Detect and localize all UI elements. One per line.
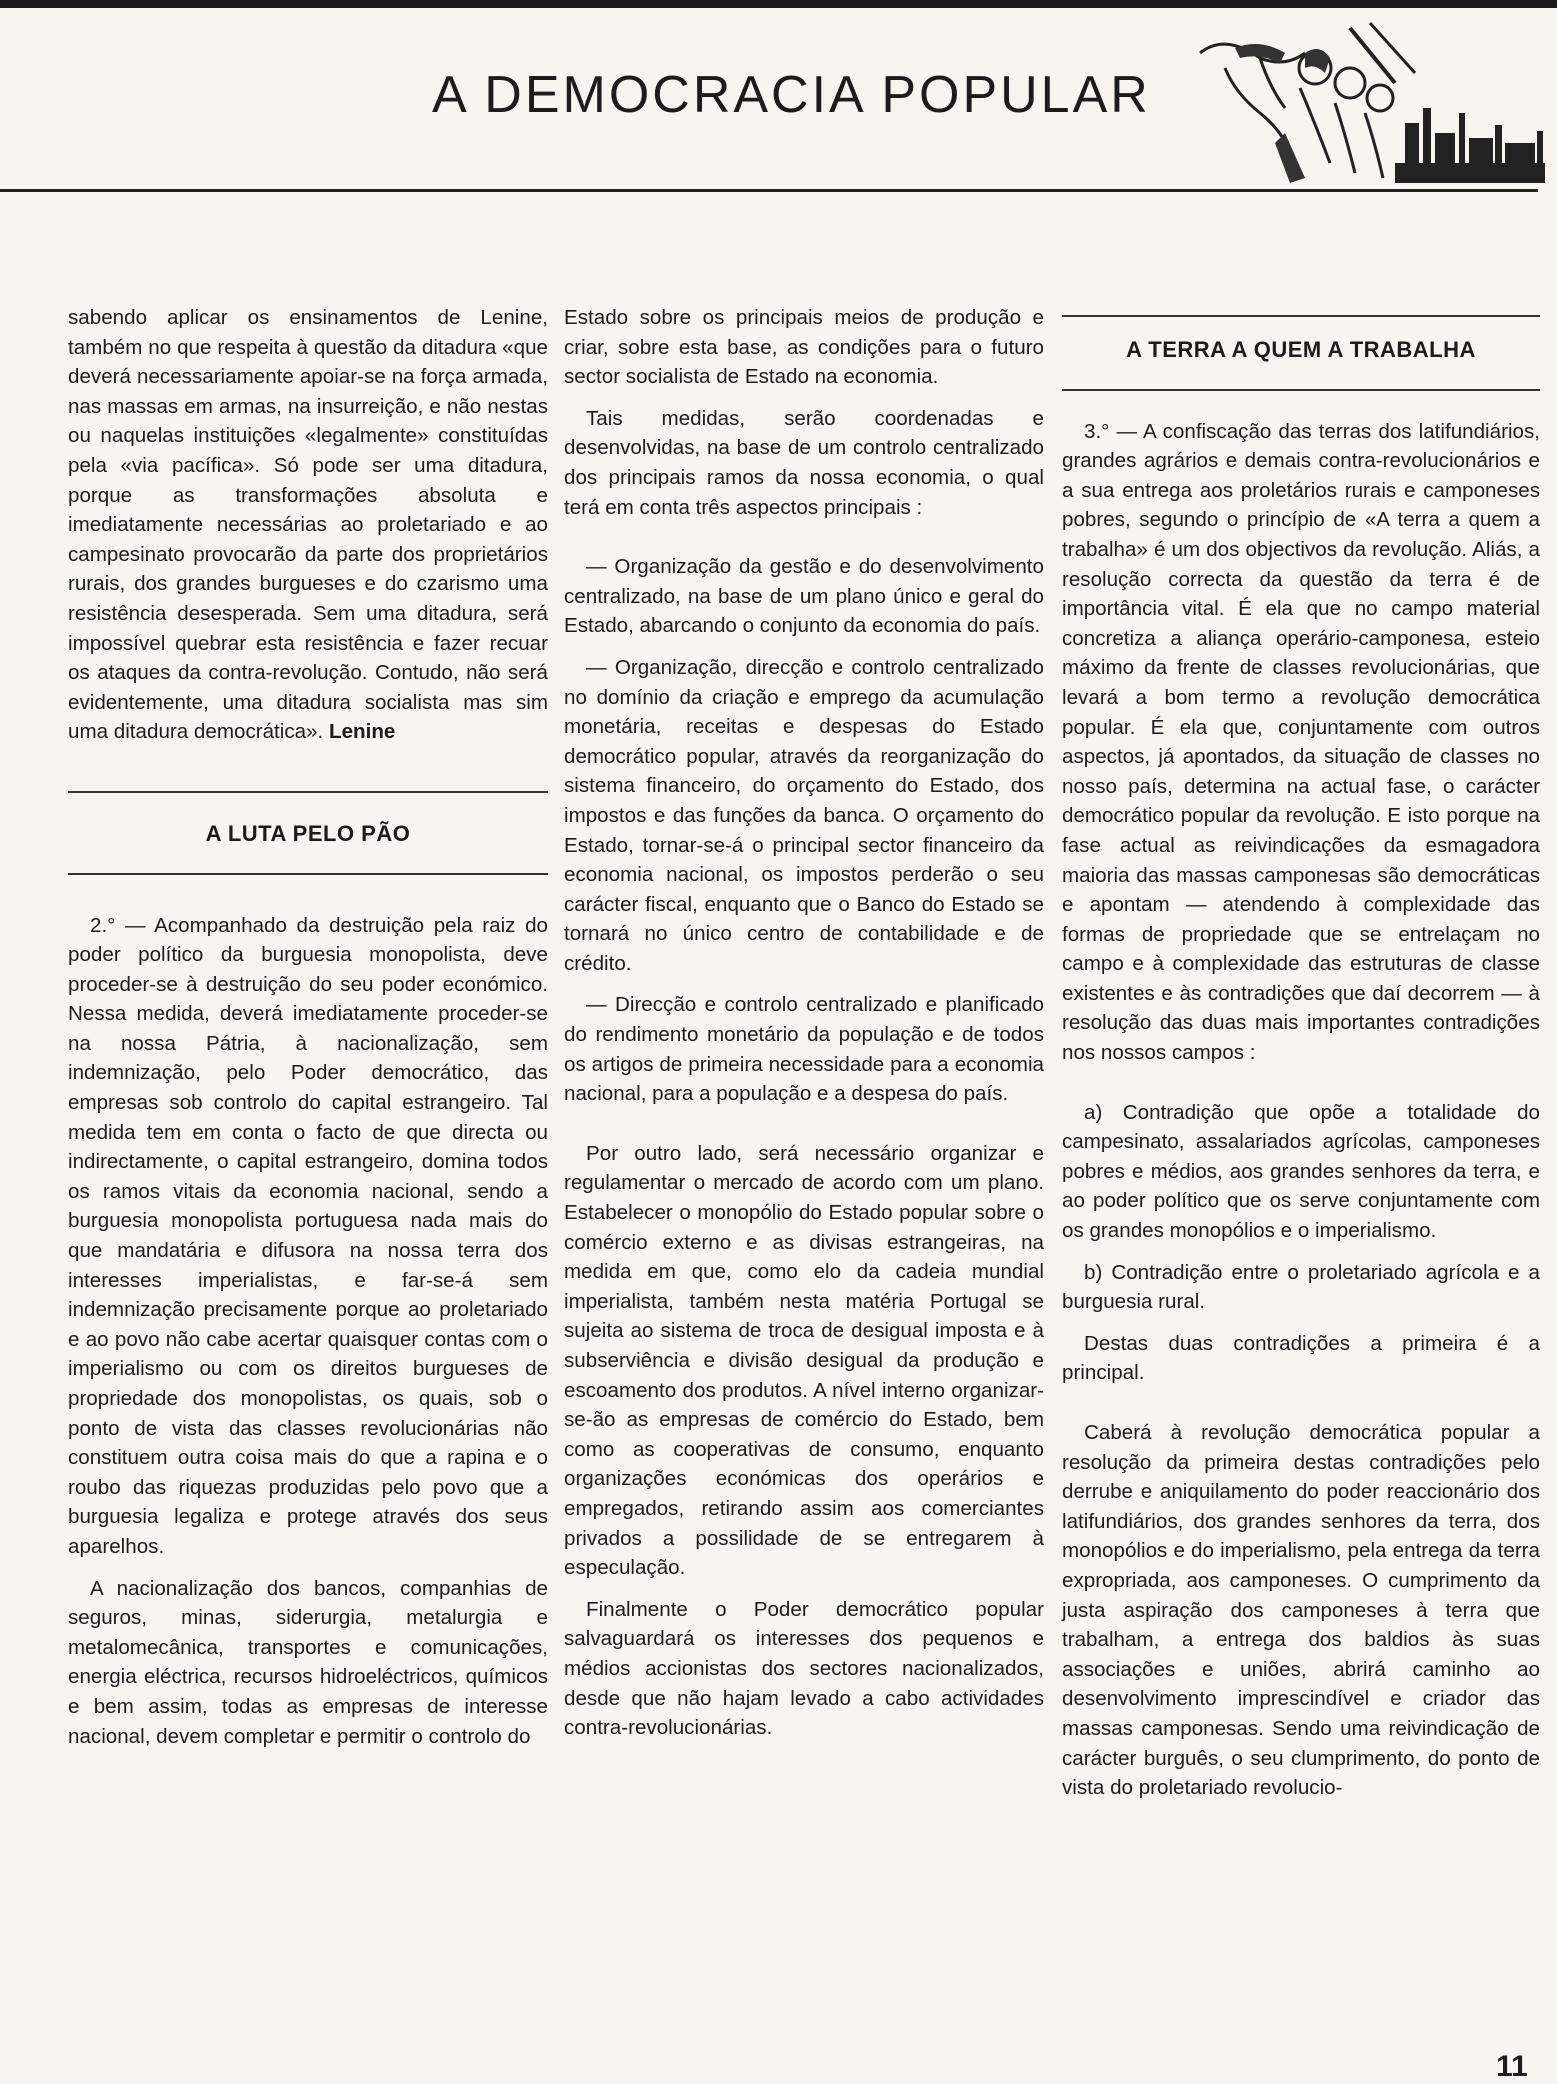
list-item: a) Contradição que opõe a totalidade do campesinato, assalariados agrícolas, camponeses pobres e médios, aos grandes senhores da terra, e ao poder político que os serve conjuntamente com os grandes monopólios e o imperialismo. [1062,1100,1540,1243]
paragraph: 2.° — Acompanhado da destruição pela raiz do poder político da burguesia monopolista, deve proceder-se à destruição do seu poder económico. Nessa medida, deverá imediatamente proceder-se na nossa Pátria, à nacionalização, sem indemnização, pelo Poder democrático, das empresas sob controlo do capital estrangeiro. Tal medida tem em conta o facto de que directa ou indirectamente, o capital estrangeiro, domina todos os ramos vitais da economia nacional, sendo a burguesia monopolista portuguesa nada mais do que mandatária e difusora na nossa terra dos interesses imperialistas, e far-se-á sem indemnização precisamente porque ao proletariado e ao povo não cabe acertar quaisquer contas com o imperialismo ou com os direitos burgueses de propriedade dos monopolistas, os quais, sob o ponto de vista das classes revolucionárias não constituem outra coisa mais do que a rapina e o roubo das riquezas produzidas pelo povo que a burguesia legaliza e protege através dos seus aparelhos. [68,913,548,1558]
quote-author: Lenine [329,720,396,744]
page-header [0,8,1557,190]
list-item: — Organização, direcção e controlo centralizado no domínio da criação e emprego da acumulação monetária, receitas e despesas do Estado democrático popular, através da reorganização do sistema financeiro, do orçamento do Estado, dos impostos e das funções da banca. O orçamento do Estado, tornar-se-á o principal sector financeiro da economia nacional, os impostos perderão o seu carácter fiscal, enquanto que o Banco do Estado se tornará no único centro de contabilidade e de crédito. [564,655,1044,975]
section-title: A LUTA PELO PÃO [205,820,411,846]
paragraph: Caberá à revolução democrática popular a resolução da primeira destas contradições pelo derrube e aniquilamento do poder reaccionário dos latifundiários, dos grandes senhores da terra, dos monopólios e do imperialismo, pela entrega da terra expropriada, aos camponeses. O cumprimento da justa aspiração dos camponeses à terra que trabalham, a entrega dos baldios às suas associações e uniões, abrirá caminho ao desenvolvimento imprescindível e criador das massas camponesas. Sendo uma reivindicação de carácter burguês, o seu clumprimento, do ponto de vista do proletariado revolucio- [1062,1421,1540,1800]
list-item: b) Contradição entre o proletariado agrícola e a burguesia rural. [1062,1260,1540,1314]
top-border [0,0,1557,8]
section-divider-bottom [68,873,548,875]
section-title: A TERRA A QUEM A TRABALHA [1126,337,1476,362]
column-2 [564,303,1044,1755]
paragraph: Destas duas contradições a primeira é a principal. [1062,1331,1540,1385]
page-number: 11 [1496,2050,1528,2083]
column-3 [1062,303,1540,1815]
section-divider-bottom [1062,389,1540,391]
paragraph: Por outro lado, será necessário organizar e regulamentar o mercado de acordo com um plano. Estabelecer o monopólio do Estado popular sobre o comércio externo e as divisas estrangeiras, na medida em que, como elo da cadeia mundial imperialista, também nesta matéria Portugal se sujeita ao sistema de troca de desigual imposta e à subserviência e divisão desigual da produção e escoamento dos produtos. A nível interno organizar-se-ão as empresas de comércio do Estado, bem como as cooperativas de consumo, enquanto organizações económicas dos operários e empregados, retirando assim aos comerciantes privados a possilidade de se entregarem à especulação. [564,1141,1044,1580]
page-title: A DEMOCRACIA POPULAR [432,66,1151,124]
paragraph [68,303,548,747]
list-item: — Direcção e controlo centralizado e planificado do rendimento monetário da população e de todos os artigos de primeira necessidade para a economia nacional, para a população e a despesa do país. [564,993,1044,1106]
paragraph: Tais medidas, serão coordenadas e desenvolvidas, na base de um controlo centralizado dos principais ramos da nossa economia, o qual terá em conta três aspectos principais : [564,406,1044,519]
header-divider [0,189,1538,192]
paragraph: Finalmente o Poder democrático popular salvaguardará os interesses dos pequenos e médios accionistas dos sectores nacionalizados, desde que não hajam levado a cabo actividades contra-revolucionárias. [564,1597,1044,1740]
paragraph: 3.° — A confiscação das terras dos latifundiários, grandes agrários e demais contra-revolucionários e a sua entrega aos proletários rurais e camponeses pobres, segundo o princípio de «A terra a quem a trabalha» é um dos objectivos da revolução. Aliás, a resolução correcta da questão da terra é de importância vital. É ela que no campo material concretiza a aliança operário-camponesa, esteio máximo da frente de classes revolucionárias, que levará a bom termo a revolução democrática popular. É ela que, conjuntamente com outros aspectos, já apontados, da situação de classes no nosso país, determina na actual fase, o carácter democrático popular da revolução. E isto porque na fase actual as reivindicações da esmagadora maioria das massas camponesas são democráticas e apontam — atendendo à complexidade das formas de propriedade que se entrelaçam no campo e à complexidade das estruturas de classe existentes e às contradições que daí decorrem — à resolução das duas mais importantes contradições nos nossos campos : [1062,419,1540,1065]
column-1 [68,303,548,1763]
section-header-luta [68,791,548,875]
revolutionary-figures-illustration [1165,13,1550,193]
section-header-terra [1062,315,1540,391]
paragraph-text: sabendo aplicar os ensinamentos de Lenine, também no que respeita à questão da ditadura «que deverá necessariamente apoiar-se na força armada, nas massas em armas, na insurreição, e não nestas ou naquelas instituições «legalmente» constituídas pela «via pacífica». Só pode ser uma ditadura, porque as transformações absoluta e imediatamente necessárias ao proletariado e ao campesinato provocarão da parte dos proprietários rurais, dos grandes burgueses e do czarismo uma resistência desesperada. Sem uma ditadura, será impossível quebrar esta resistência e fazer recuar os ataques da contra-revolução. Contudo, não será evidentemente, uma ditadura socialista mas sim uma ditadura democrática». [68,306,548,744]
list-item: — Organização da gestão e do desenvolvimento centralizado, na base de um plano único e geral do Estado, abarcando o conjunto da economia do país. [564,555,1044,638]
paragraph: Estado sobre os principais meios de produção e criar, sobre esta base, as condições para o futuro sector socialista de Estado na economia. [564,306,1044,389]
paragraph: A nacionalização dos bancos, companhias de seguros, minas, siderurgia, metalurgia e metalomecânica, transportes e comunicações, energia eléctrica, recursos hidroeléctricos, químicos e bem assim, todas as empresas de interesse nacional, devem completar e permitir o controlo do [68,1576,548,1748]
